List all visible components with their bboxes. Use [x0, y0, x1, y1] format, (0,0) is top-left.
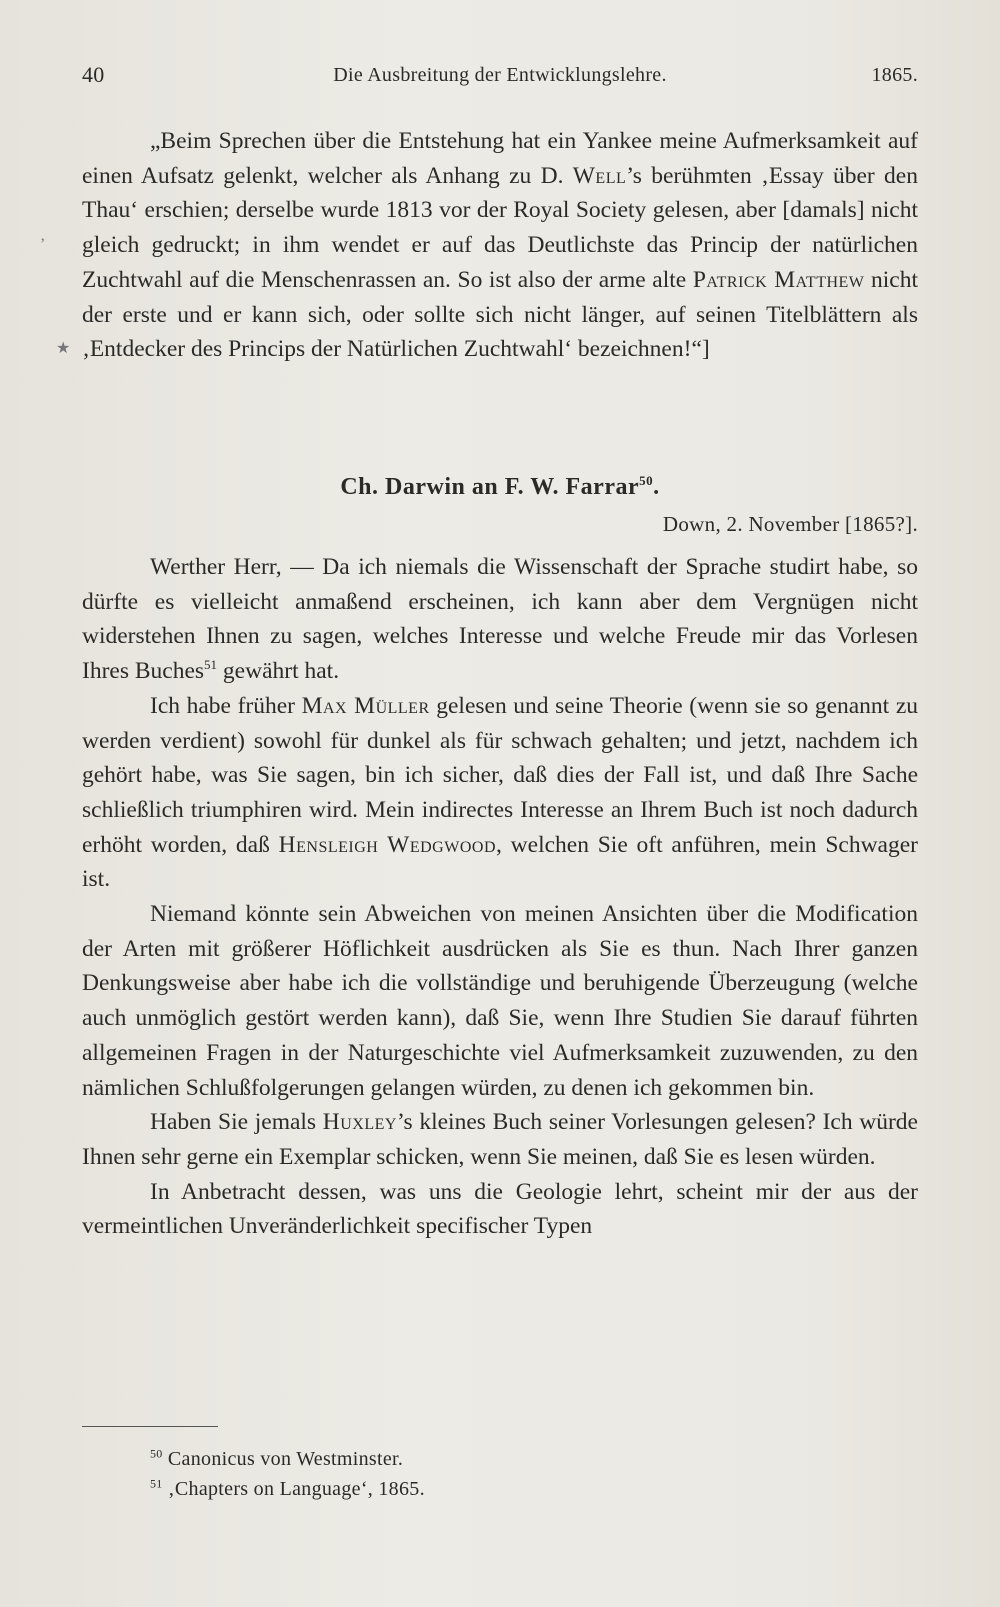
intro-text-1: „Beim Sprechen über die Entstehung hat ein Yankee meine Aufmerksamkeit auf einen Aufsatz gelenkt, welcher als Anhang zu D. — [82, 128, 918, 189]
name-matthew: Patrick Matthew — [692, 266, 865, 293]
running-header — [82, 62, 918, 92]
letter-title-text: Ch. Darwin an F. W. Farrar — [340, 474, 640, 500]
p2-text-2: gelesen und seine Theorie (wenn sie so genannt zu werden verdient) sowohl für dunkel als für schwach gehalten; und jetzt, nachdem ich gehört habe, was Sie sagen, bin ich sicher, daß dies der Fall ist, und daß Ihre Sache schließlich triumphiren wird. Mein indirectes Interesse an Ihrem Buch ist noch dadurch erhöht worden, daß — [82, 692, 918, 858]
footnote-50 — [150, 1444, 425, 1474]
paragraph-5: In Anbetracht dessen, was uns die Geologie lehrt, scheint mir der aus der vermeintlichen Unveränderlichkeit specifischer Typen — [82, 1178, 918, 1240]
footnote-number: 51 — [150, 1476, 163, 1491]
footnote-ref-50: 50 — [639, 473, 654, 488]
page-number: 40 — [82, 62, 105, 87]
name-wedgwood: Hensleigh Wedgwood — [278, 831, 497, 858]
footnote-ref-51: 51 — [204, 657, 218, 673]
intro-text-3: nicht der erste und er kann sich, oder sollte sich nicht länger, auf seinen Titelblättern als ‚Entdecker des Princips der Natürlichen Zuchtwahl‘ bezeichnen!“] — [82, 266, 918, 363]
intro-paragraph — [82, 124, 918, 367]
footnote-rule — [82, 1426, 218, 1427]
margin-mark-icon: ’ — [40, 236, 46, 253]
footnote-number: 50 — [150, 1446, 163, 1461]
name-well: Well — [572, 162, 627, 189]
footnotes — [150, 1444, 425, 1504]
paragraph-1 — [82, 550, 918, 689]
p1-text: Werther Herr, — Da ich niemals die Wissenschaft der Sprache studirt habe, so dürfte es vielleicht anmaßend erscheinen, ich kann aber dem Vergnügen nicht widerstehen Ihnen zu sagen, welches Interesse und welche Freude mir das Vorlesen Ihres Buches — [82, 554, 918, 685]
letter-heading — [82, 474, 918, 501]
name-mueller: Max Müller — [301, 692, 430, 719]
dateline: Down, 2. November [1865?]. — [662, 512, 918, 536]
p4-text-1: Haben Sie jemals — [150, 1109, 323, 1136]
p1-end: gewährt hat. — [217, 658, 340, 685]
margin-star-icon: ★ — [56, 340, 71, 357]
running-title: Die Ausbreitung der Entwicklungslehre. — [333, 64, 667, 86]
paragraph-4 — [82, 1105, 918, 1174]
footnote-51 — [150, 1474, 425, 1504]
footnote-text: Canonicus von Westminster. — [167, 1448, 404, 1470]
p2-text-3: , welchen Sie oft anführen, mein Schwager ist. — [82, 831, 918, 893]
paragraph-2 — [82, 689, 918, 897]
letter-title-end: . — [653, 474, 660, 500]
intro-text-2: ’s berühmten ‚Essay über den Thau‘ erschien; derselbe wurde 1813 vor der Royal Society gelesen, aber [damals] nicht gleich gedruckt; in ihm wendet er auf das Deutlichste das Princip der natürlichen Zuchtwahl auf die Menschenrassen an. So ist also der arme alte — [82, 162, 918, 293]
letter-body — [82, 550, 918, 1244]
intro-quote — [82, 124, 918, 367]
paragraph-3: Niemand könnte sein Abweichen von meinen Ansichten über die Modification der Arten mit größerer Höflichkeit ausdrücken als Sie es thun. Nach Ihrer ganzen Denkungsweise aber habe ich die vollständige und beruhigende Überzeugung (welche auch unmöglich gestört werden kann), daß Sie, wenn Ihre Studien Sie darauf führten allgemeinen Fragen in der Naturgeschichte viel Aufmerksamkeit zuzuwenden, zu den nämlichen Schlußfolgerungen gelangen würden, zu denen ich gekommen bin. — [82, 901, 918, 1101]
name-huxley: Huxley — [322, 1109, 397, 1136]
p2-text-1: Ich habe früher — [150, 692, 302, 719]
header-year: 1865. — [871, 64, 918, 86]
footnote-text: ‚Chapters on Language‘, 1865. — [167, 1478, 425, 1500]
p4-text-2: ’s kleines Buch seiner Vorlesungen gelesen? Ich würde Ihnen sehr gerne ein Exemplar schicken, wenn Sie meinen, daß Sie es lesen würden. — [82, 1109, 918, 1170]
